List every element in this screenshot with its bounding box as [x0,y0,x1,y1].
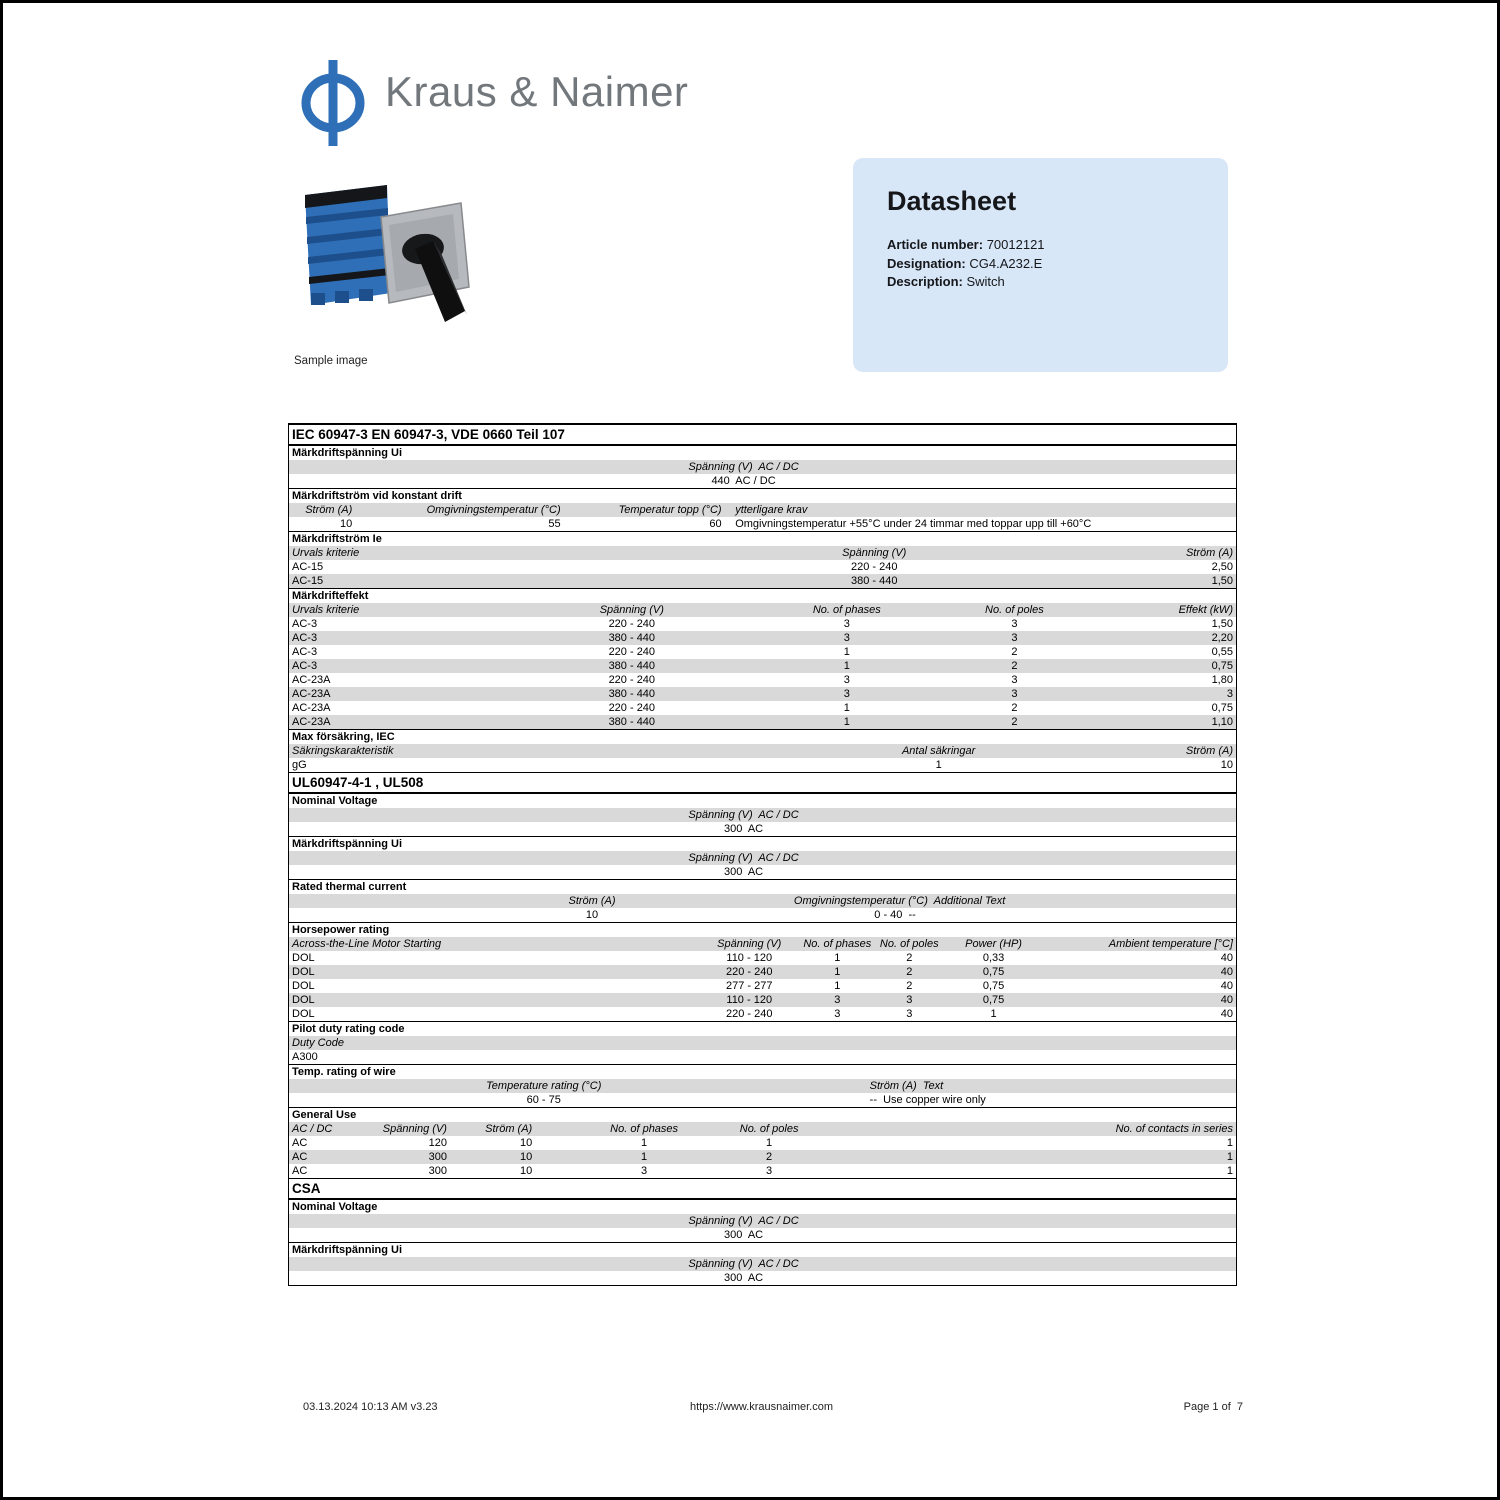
data-cell: 1 [843,702,850,714]
data-cell: AC-23A [292,716,331,728]
data-cell: 110 - 120 [726,952,773,964]
data-cell: 60 [709,518,722,530]
description-line [887,273,1194,292]
header-cell: Ström (A) Text [869,1080,944,1092]
row-label: Märkdriftspänning Ui [292,1244,403,1256]
data-cell: 1 [1226,1165,1233,1177]
row-label: Märkdriftspänning Ui [292,447,403,459]
data-cell: 10 [519,1151,533,1163]
data-cell: 10 [519,1165,533,1177]
data-cell: 3 [843,674,850,686]
row-label: IEC 60947-3 EN 60947-3, VDE 0660 Teil 107 [292,427,565,442]
spec-table [288,423,1237,1286]
row-label: Märkdrifteffekt [292,590,369,602]
row-label: General Use [292,1109,357,1121]
row-label: Märkdriftström Ie [292,533,382,545]
data-cell: 60 - 75 [526,1094,561,1106]
data-cell: 3 [834,1008,841,1020]
data-cell: 1,80 [1211,674,1233,686]
data-cell: AC-3 [292,632,318,644]
data-cell: AC-3 [292,646,318,658]
data-cell: 220 - 240 [850,561,898,573]
table-header-row [289,1122,1236,1136]
data-cell: AC-15 [292,561,324,573]
table-header-row [289,894,1236,908]
data-cell: 1 [1226,1151,1233,1163]
subsection-title-row [289,922,1236,937]
header-cell: No. of contacts in series [1115,1123,1233,1135]
table-header-row [289,460,1236,474]
header-cell: ytterligare krav [735,504,808,516]
data-cell: 1 [843,660,850,672]
data-cell: 1 [843,716,850,728]
data-cell: 380 - 440 [608,688,656,700]
data-cell: 40 [1220,1008,1233,1020]
subsection-title-row [289,1021,1236,1036]
data-cell: 1 [641,1151,648,1163]
subsection-title-row [289,531,1236,546]
header-cell: Spänning (V) AC / DC [688,809,799,821]
data-cell: 2 [1011,646,1018,658]
row-label: CSA [292,1181,321,1196]
header-cell: Power (HP) [965,938,1022,950]
subsection-title-row [289,445,1236,460]
header-cell: No. of phases [812,604,881,616]
data-cell: 3 [834,994,841,1006]
data-cell: 0,75 [982,966,1005,978]
product-image [291,165,481,350]
table-row [289,965,1236,979]
table-row [289,1136,1236,1150]
data-cell: 0 - 40 -- [874,909,916,921]
data-cell: AC [292,1137,308,1149]
sample-image-caption: Sample image [294,355,368,367]
table-row [289,1050,1236,1064]
header-cell: Omgivningstemperatur (°C) [426,504,561,516]
data-cell: AC-23A [292,702,331,714]
data-cell: 300 [428,1151,447,1163]
header-cell: Urvals kriterie [292,604,360,616]
designation-label: Designation: [887,255,966,271]
data-cell: 2 [906,980,913,992]
data-cell: AC-15 [292,575,324,587]
data-cell: 300 AC [723,1229,764,1241]
subsection-title-row [289,1242,1236,1257]
data-cell: 10 [1220,759,1233,771]
data-cell: 2 [1011,702,1018,714]
data-cell: 3 [641,1165,648,1177]
brand-text: Kraus & Naimer [385,68,689,115]
subsection-title-row [289,488,1236,503]
header-cell: Ström (A) [1185,745,1233,757]
table-row [289,1150,1236,1164]
subsection-title-row [289,588,1236,603]
table-header-row [289,503,1236,517]
table-row [289,951,1236,965]
data-cell: 380 - 440 [608,716,656,728]
data-cell: 10 [519,1137,533,1149]
data-cell: 3 [843,618,850,630]
data-cell: AC-23A [292,688,331,700]
table-row [289,474,1236,488]
header-cell: Spänning (V) [717,938,782,950]
data-cell: 40 [1220,994,1233,1006]
data-cell: 1,50 [1211,575,1233,587]
table-row [289,908,1236,922]
data-cell: 3 [766,1165,773,1177]
header-cell: Ström (A) [568,895,616,907]
data-cell: 110 - 120 [726,994,773,1006]
phi-logo-icon [296,58,370,148]
data-cell: 300 AC [723,823,764,835]
data-cell: AC-3 [292,618,318,630]
data-cell: 380 - 440 [850,575,898,587]
data-cell: 1 [1226,1137,1233,1149]
article-number-label: Article number: [887,237,984,252]
data-cell: 3 [843,688,850,700]
designation-line [887,255,1194,274]
data-cell: 440 AC / DC [711,475,776,487]
table-row [289,687,1236,701]
data-cell: 220 - 240 [725,1008,773,1020]
subsection-title-row [289,1064,1236,1079]
data-cell: 3 [1011,674,1018,686]
data-cell: 10 [585,909,599,921]
row-label: Horsepower rating [292,924,390,936]
header-cell: Temperature rating (°C) [486,1080,602,1092]
subsection-title-row [289,879,1236,894]
header-cell: Temperatur topp (°C) [618,504,722,516]
table-header-row [289,1079,1236,1093]
data-cell: 0,75 [982,994,1005,1006]
table-row [289,979,1236,993]
table-row [289,758,1236,772]
subsection-title-row [289,729,1236,744]
data-cell: 1 [990,1008,997,1020]
subsection-title-row [289,1107,1236,1122]
table-row [289,1271,1236,1285]
data-cell: AC-3 [292,660,318,672]
header-cell: Spänning (V) AC / DC [688,461,799,473]
row-label: Temp. rating of wire [292,1066,396,1078]
table-header-row [289,744,1236,758]
table-row [289,865,1236,879]
table-header-row [289,603,1236,617]
table-row [289,1164,1236,1178]
data-cell: 0,55 [1211,646,1233,658]
data-cell: DOL [292,980,315,992]
header-cell: Antal säkringar [901,745,976,757]
table-header-row [289,546,1236,560]
data-cell: 220 - 240 [725,966,773,978]
data-cell: 1 [766,1137,773,1149]
header-cell: Spänning (V) [842,547,907,559]
header-cell: Spänning (V) [382,1123,447,1135]
infobox-title: Datasheet [887,186,1017,216]
data-cell: 2 [1011,716,1018,728]
row-label: UL60947-4-1 , UL508 [292,775,424,790]
table-row [289,560,1236,574]
row-label: Märkdriftspänning Ui [292,838,403,850]
table-row [289,993,1236,1007]
header-cell: Urvals kriterie [292,547,360,559]
description-value: Switch [962,274,1005,289]
data-cell: 10 [340,518,353,530]
data-cell: 220 - 240 [608,646,656,658]
header-cell: No. of poles [985,604,1044,616]
footer-url: https://www.krausnaimer.com [689,1401,834,1413]
data-cell: 40 [1220,966,1233,978]
section-title-row [289,772,1236,793]
row-label: Nominal Voltage [292,1201,378,1213]
footer-datetime: 03.13.2024 10:13 AM v3.23 [303,1401,438,1413]
data-cell: 3 [906,994,913,1006]
data-cell: 2,20 [1211,632,1233,644]
data-cell: 2 [906,966,913,978]
data-cell: A300 [292,1051,318,1063]
table-row [289,517,1236,531]
data-cell: 1,10 [1211,716,1233,728]
data-cell: 220 - 240 [608,618,656,630]
data-cell: 120 [428,1137,447,1149]
data-cell: 1,50 [1211,618,1233,630]
row-label: Max försäkring, IEC [292,731,395,743]
table-row [289,645,1236,659]
data-cell: DOL [292,994,315,1006]
data-cell: 3 [1011,618,1018,630]
data-cell: DOL [292,966,315,978]
data-cell: 300 AC [723,866,764,878]
data-cell: AC [292,1165,308,1177]
footer-page-number: Page 1 of 7 [1183,1401,1243,1413]
section-title-row [289,1178,1236,1199]
header-cell: Effekt (kW) [1178,604,1233,616]
header-cell: Ström (A) [485,1123,533,1135]
data-cell: 380 - 440 [608,632,656,644]
data-cell: 300 AC [723,1272,764,1284]
data-cell: AC-23A [292,674,331,686]
data-cell: 40 [1220,952,1233,964]
data-cell: 380 - 440 [608,660,656,672]
data-cell: 1 [641,1137,648,1149]
table-header-row [289,1036,1236,1050]
header-cell: Omgivningstemperatur (°C) Additional Text [793,895,1006,907]
data-cell: 0,75 [1211,660,1233,672]
data-cell: 1 [834,966,841,978]
header-cell: Ström (A) [305,504,353,516]
designation-value: CG4.A232.E [965,255,1043,271]
table-row [289,715,1236,729]
row-label: Pilot duty rating code [292,1023,405,1035]
header-cell: Spänning (V) [599,604,664,616]
data-cell: 0,33 [982,952,1005,964]
header-cell: No. of phases [610,1123,679,1135]
table-header-row [289,808,1236,822]
header-cell: Säkringskarakteristik [292,745,394,757]
header-cell: Ambient temperature [°C] [1108,938,1233,950]
data-cell: 3 [1011,688,1018,700]
table-row [289,574,1236,588]
header-cell: Spänning (V) AC / DC [688,852,799,864]
subsection-title-row [289,836,1236,851]
data-cell: 0,75 [1211,702,1233,714]
header-cell: Duty Code [292,1037,344,1049]
data-cell: DOL [292,952,315,964]
data-cell: 300 [428,1165,447,1177]
data-cell: 220 - 240 [608,674,656,686]
data-cell: DOL [292,1008,315,1020]
kraus-naimer-logo [296,58,370,148]
data-cell: 1 [935,759,942,771]
data-cell: 2 [766,1151,773,1163]
subsection-title-row [289,793,1236,808]
table-row [289,701,1236,715]
data-cell: Omgivningstemperatur +55°C under 24 timmar med toppar upp till +60°C [735,518,1092,530]
table-row [289,631,1236,645]
description-label: Description: [887,274,963,289]
data-cell: 40 [1220,980,1233,992]
row-label: Nominal Voltage [292,795,378,807]
table-row [289,822,1236,836]
subsection-title-row [289,1199,1236,1214]
article-number-line [887,236,1194,255]
header-cell: Spänning (V) AC / DC [688,1215,799,1227]
table-row [289,617,1236,631]
table-header-row [289,1214,1236,1228]
header-cell: No. of poles [739,1123,799,1135]
data-cell: 3 [906,1008,913,1020]
header-cell: Ström (A) [1185,547,1233,559]
table-row [289,1007,1236,1021]
table-row [289,1093,1236,1107]
header-cell: AC / DC [292,1123,333,1135]
table-row [289,1228,1236,1242]
data-cell: 2,50 [1211,561,1233,573]
data-cell: 3 [843,632,850,644]
data-cell: 0,75 [982,980,1005,992]
data-cell: 55 [548,518,561,530]
data-cell: 220 - 240 [608,702,656,714]
data-cell: 1 [834,980,841,992]
header-cell: No. of phases [803,938,872,950]
table-row [289,673,1236,687]
data-cell: 3 [1011,632,1018,644]
table-header-row [289,1257,1236,1271]
data-cell: gG [292,759,307,771]
table-header-row [289,937,1236,951]
header-cell: Spänning (V) AC / DC [688,1258,799,1270]
data-cell: 3 [1226,688,1233,700]
data-cell: AC [292,1151,308,1163]
cam-switch-illustration [291,165,481,350]
header-cell: No. of poles [879,938,939,950]
header-cell: Across-the-Line Motor Starting [292,938,442,950]
row-label: Märkdriftström vid konstant drift [292,490,462,502]
data-cell: 1 [843,646,850,658]
data-cell: 2 [906,952,913,964]
table-row [289,659,1236,673]
data-cell: -- Use copper wire only [869,1094,986,1106]
row-label: Rated thermal current [292,881,407,893]
data-cell: 1 [834,952,841,964]
article-number-value: 70012121 [983,237,1045,252]
data-cell: 2 [1011,660,1018,672]
data-cell: 277 - 277 [725,980,773,992]
datasheet-infobox [853,158,1228,372]
table-header-row [289,851,1236,865]
section-title-row [289,424,1236,445]
